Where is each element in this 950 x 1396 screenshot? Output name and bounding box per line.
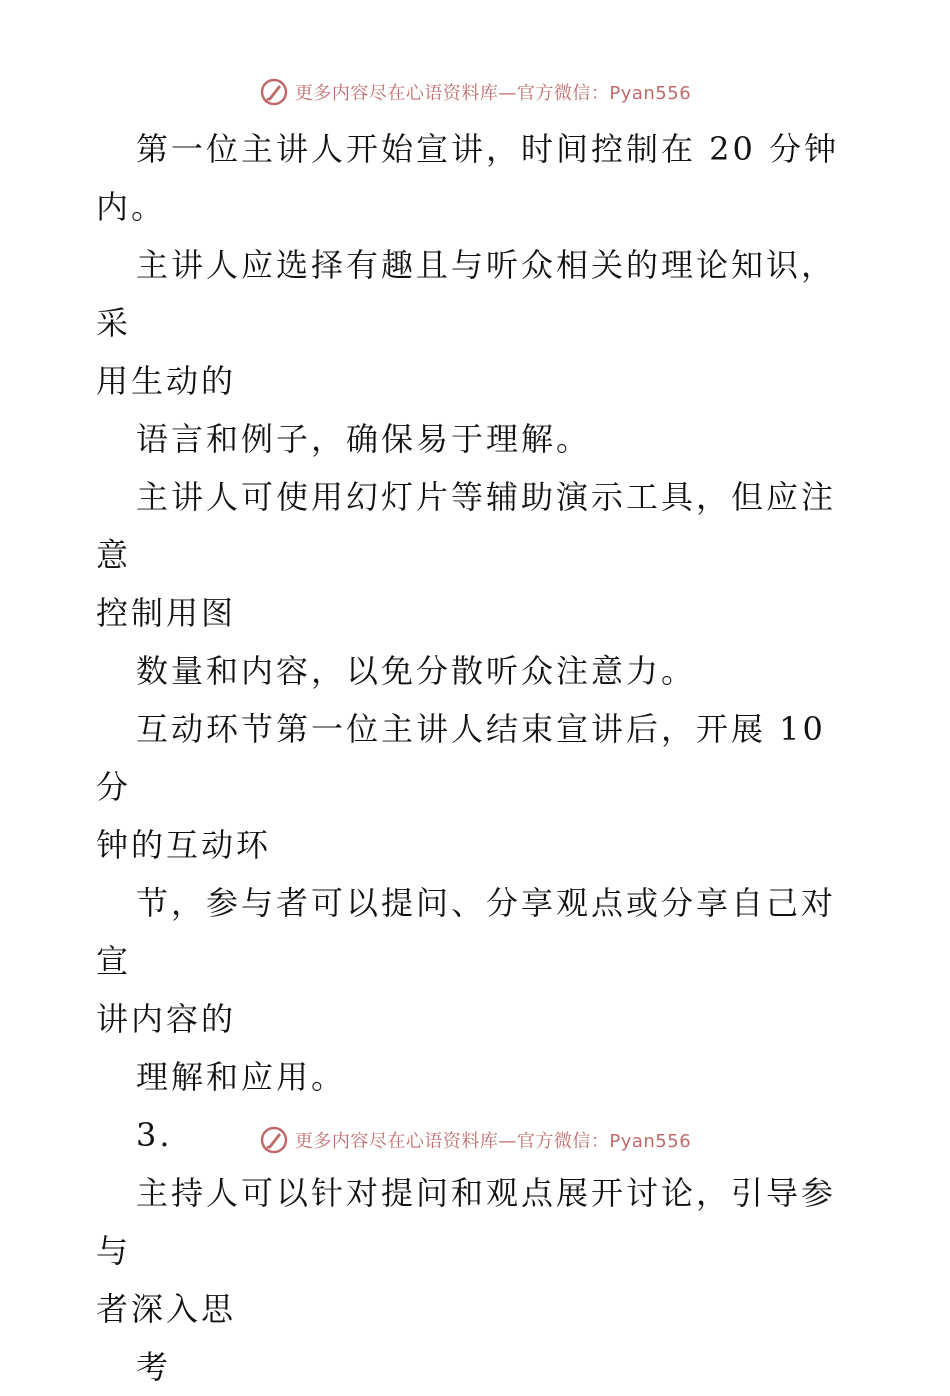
text-line: 主讲人应选择有趣且与听众相关的理论知识，采 bbox=[96, 246, 837, 342]
watermark-header bbox=[0, 72, 950, 112]
text-line: 讲内容的 bbox=[96, 1000, 237, 1038]
text-line: 主讲人可使用幻灯片等辅助演示工具，但应注意 bbox=[96, 478, 837, 574]
text-line: 数量和内容，以免分散听众注意力。 bbox=[136, 652, 697, 690]
watermark-text: 更多内容尽在心语资料库—官方微信：Pyan556 bbox=[294, 83, 692, 104]
text-line: 语言和例子，确保易于理解。 bbox=[136, 420, 592, 458]
document-body bbox=[96, 120, 856, 1396]
watermark-text: 更多内容尽在心语资料库—官方微信：Pyan556 bbox=[294, 1131, 692, 1152]
watermark-footer bbox=[0, 1120, 950, 1160]
text-line: 节，参与者可以提问、分享观点或分享自己对宣 bbox=[96, 884, 837, 980]
text-line: 主持人可以针对提问和观点展开讨论，引导参与 bbox=[96, 1174, 837, 1270]
text-line: 考 bbox=[136, 1348, 172, 1386]
quill-logo-icon bbox=[259, 1125, 289, 1155]
text-line: 互动环节第一位主讲人结束宣讲后，开展 10 分 bbox=[96, 710, 840, 806]
text-line: 用生动的 bbox=[96, 362, 237, 400]
text-line: 内。 bbox=[96, 188, 167, 226]
text-line: 3. bbox=[136, 1116, 173, 1154]
quill-logo-icon bbox=[259, 77, 289, 107]
text-line: 钟的互动环 bbox=[96, 826, 272, 864]
text-line: 者深入思 bbox=[96, 1290, 237, 1328]
text-line: 第一位主讲人开始宣讲，时间控制在 20 分钟 bbox=[136, 130, 840, 168]
text-line: 理解和应用。 bbox=[136, 1058, 347, 1096]
text-line: 控制用图 bbox=[96, 594, 237, 632]
